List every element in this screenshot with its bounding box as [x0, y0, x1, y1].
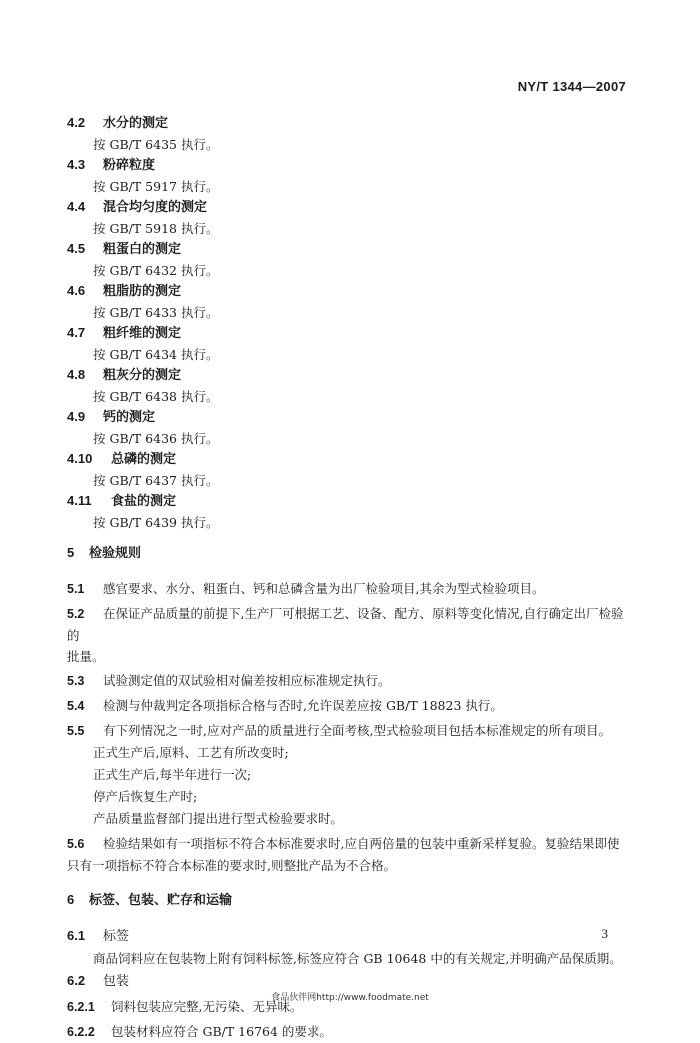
- test-clause: [67, 323, 627, 365]
- clause-number: 5.3: [67, 674, 85, 688]
- test-clause: [67, 491, 627, 533]
- page-content: [67, 113, 627, 1043]
- clause-number: 4.8: [67, 367, 86, 382]
- clause-title: 粉碎粒度: [103, 158, 156, 173]
- test-clause-heading: [67, 281, 627, 302]
- clause-number: 5.5: [67, 724, 85, 738]
- clause-title: 标签: [103, 929, 130, 944]
- clause-6-1-heading: [67, 925, 627, 948]
- clause-number: 6.2: [67, 973, 86, 988]
- test-clause-heading: [67, 323, 627, 344]
- clause-number: 4.3: [67, 157, 86, 172]
- clause-number: 4.5: [67, 241, 86, 256]
- section-title: 标签、包装、贮存和运输: [89, 893, 233, 908]
- clause-text: 检验结果如有一项指标不符合本标准要求时,应自两倍量的包装中重新采样复验。复验结果即使: [103, 836, 620, 851]
- section-5-heading: [67, 543, 627, 564]
- clause-number: 6.2.2: [67, 1025, 95, 1039]
- clause-text: 有下列情况之一时,应对产品的质量进行全面考核,型式检验项目包括本标准规定的所有项目。: [103, 723, 611, 738]
- test-clause-heading: [67, 197, 627, 218]
- clause-5-3: [67, 670, 627, 692]
- clause-title: 粗脂肪的测定: [103, 284, 182, 299]
- clause-text: 包装材料应符合 GB/T 16764 的要求。: [111, 1024, 332, 1039]
- clause-5-1: [67, 578, 627, 600]
- clause-number: 5.4: [67, 699, 85, 713]
- test-clause-heading: [67, 365, 627, 386]
- clause-title: 水分的测定: [103, 116, 169, 131]
- test-clause: [67, 281, 627, 323]
- page-number: 3: [601, 926, 608, 941]
- clause-number: 4.10: [67, 451, 93, 466]
- clause-number: 4.11: [67, 493, 92, 508]
- section-title: 检验规则: [89, 546, 142, 561]
- clause-text: 检测与仲裁判定各项指标合格与否时,允许误差应按 GB/T 18823 执行。: [103, 698, 503, 713]
- clause-6-1-text: 商品饲料应在包装物上附有饲料标签,标签应符合 GB 10648 中的有关规定,并明确产品保质期。: [93, 951, 622, 966]
- clause-6-2-2: [67, 1021, 627, 1043]
- test-clause: [67, 113, 627, 155]
- test-clause-heading: [67, 155, 627, 176]
- condition-item: 正式生产后,每半年进行一次;: [93, 767, 252, 782]
- document-code: NY/T 1344—2007: [517, 79, 626, 94]
- clause-5-4: [67, 695, 627, 717]
- condition-item: 停产后恢复生产时;: [93, 789, 198, 804]
- clause-text: 感官要求、水分、粗蛋白、钙和总磷含量为出厂检验项目,其余为型式检验项目。: [103, 581, 545, 596]
- clause-text: 饲料包装应完整,无污染、无异味。: [111, 999, 303, 1014]
- test-clause: [67, 197, 627, 239]
- clause-number: 4.7: [67, 325, 86, 340]
- clause-text: 按 GB/T 5918 执行。: [93, 221, 219, 236]
- clause-text: 按 GB/T 6435 执行。: [93, 137, 219, 152]
- clause-title: 混合均匀度的测定: [103, 200, 208, 215]
- section-number: 5: [67, 545, 75, 560]
- test-clause-heading: [67, 491, 627, 512]
- clause-number: 6.1: [67, 928, 86, 943]
- test-clause: [67, 407, 627, 449]
- condition-item: 产品质量监督部门提出进行型式检验要求时。: [93, 811, 344, 826]
- condition-item: 正式生产后,原料、工艺有所改变时;: [93, 745, 289, 760]
- section-number: 6: [67, 892, 75, 907]
- clause-text: 按 GB/T 5917 执行。: [93, 179, 219, 194]
- clause-title: 总磷的测定: [111, 452, 177, 467]
- clause-text-cont: 批量。: [67, 649, 105, 664]
- clause-title: 食盐的测定: [111, 494, 177, 509]
- clause-number: 4.4: [67, 199, 86, 214]
- clause-5-2: [67, 603, 627, 667]
- test-clause: [67, 449, 627, 491]
- clause-number: 4.6: [67, 283, 86, 298]
- clause-5-6: [67, 833, 627, 876]
- clause-number: 5.2: [67, 607, 85, 621]
- test-method-list: [67, 113, 627, 533]
- clause-number: 5.6: [67, 837, 85, 851]
- test-clause: [67, 365, 627, 407]
- clause-number: 5.1: [67, 582, 85, 596]
- test-clause-heading: [67, 407, 627, 428]
- clause-text: 在保证产品质量的前提下,生产厂可根据工艺、设备、配方、原料等变化情况,自行确定出厂检验的: [67, 606, 624, 643]
- test-clause-heading: [67, 113, 627, 134]
- test-clause: [67, 155, 627, 197]
- test-clause-heading: [67, 239, 627, 260]
- clause-5-5: [67, 720, 627, 742]
- clause-number: 4.2: [67, 115, 86, 130]
- clause-text-cont: 只有一项指标不符合本标准的要求时,则整批产品为不合格。: [67, 858, 396, 873]
- test-clause-heading: [67, 449, 627, 470]
- clause-number: 4.9: [67, 409, 86, 424]
- clause-title: 粗灰分的测定: [103, 368, 182, 383]
- clause-text: 按 GB/T 6432 执行。: [93, 263, 219, 278]
- clause-title: 包装: [103, 974, 130, 989]
- clause-text: 按 GB/T 6434 执行。: [93, 347, 219, 362]
- clause-title: 钙的测定: [103, 410, 156, 425]
- clause-text: 按 GB/T 6438 执行。: [93, 389, 219, 404]
- clause-number: 6.2.1: [67, 1000, 95, 1014]
- clause-text: 按 GB/T 6436 执行。: [93, 431, 219, 446]
- clause-text: 试验测定值的双试验相对偏差按相应标准规定执行。: [103, 673, 391, 688]
- clause-text: 按 GB/T 6437 执行。: [93, 473, 219, 488]
- clause-title: 粗蛋白的测定: [103, 242, 182, 257]
- clause-title: 粗纤维的测定: [103, 326, 182, 341]
- footer-watermark: 食品伙伴网http://www.foodmate.net: [271, 993, 429, 1003]
- clause-text: 按 GB/T 6433 执行。: [93, 305, 219, 320]
- test-clause: [67, 239, 627, 281]
- section-6-heading: [67, 890, 627, 911]
- clause-text: 按 GB/T 6439 执行。: [93, 515, 219, 530]
